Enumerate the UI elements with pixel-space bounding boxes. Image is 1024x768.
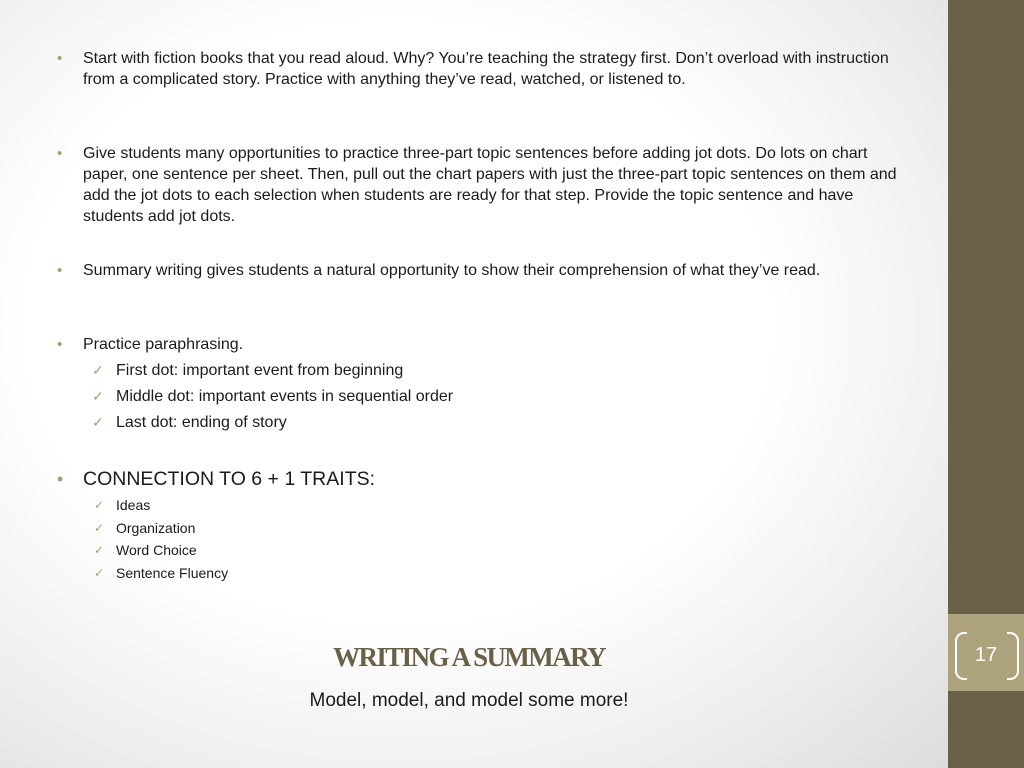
bullet-topic-sentences: • Give students many opportunities to practice three-part topic sentences before adding jot dots. Do lots on chart paper, one sentence per sheet. Then, pull out the chart papers with just the three-part topic sentences on them and add the jot dots to each selection when students are ready for that step. Provide the topic sentence and have students add jot dots. — [83, 143, 903, 227]
trait-item: ✓ Organization — [116, 519, 195, 538]
trait-item: ✓ Ideas — [116, 496, 150, 515]
bullet-paraphrasing: • Practice paraphrasing. — [83, 334, 903, 355]
bullet-summary-writing: • Summary writing gives students a natural opportunity to show their comprehension of what they’ve read. — [83, 260, 903, 281]
slide-title: WRITING A SUMMARY — [333, 642, 605, 672]
bullet-traits-connection: • CONNECTION TO 6 + 1 TRAITS: — [83, 467, 903, 491]
checklist-item: ✓ Last dot: ending of story — [116, 412, 287, 433]
trait-item: ✓ Sentence Fluency — [116, 564, 228, 583]
slide-number: 17 — [974, 644, 998, 666]
slide-subtitle: Model, model, and model some more! — [309, 690, 629, 711]
trait-item: ✓ Word Choice — [116, 541, 197, 560]
checklist-item: ✓ Middle dot: important events in sequential order — [116, 386, 453, 407]
bullet-fiction-books: • Start with fiction books that you read aloud. Why? You’re teaching the strategy first. Don’t overload with instruction from a complicated story. Practice with anything they’ve read, watched, or listened to. — [83, 48, 903, 90]
checklist-item: ✓ First dot: important event from beginning — [116, 360, 403, 381]
